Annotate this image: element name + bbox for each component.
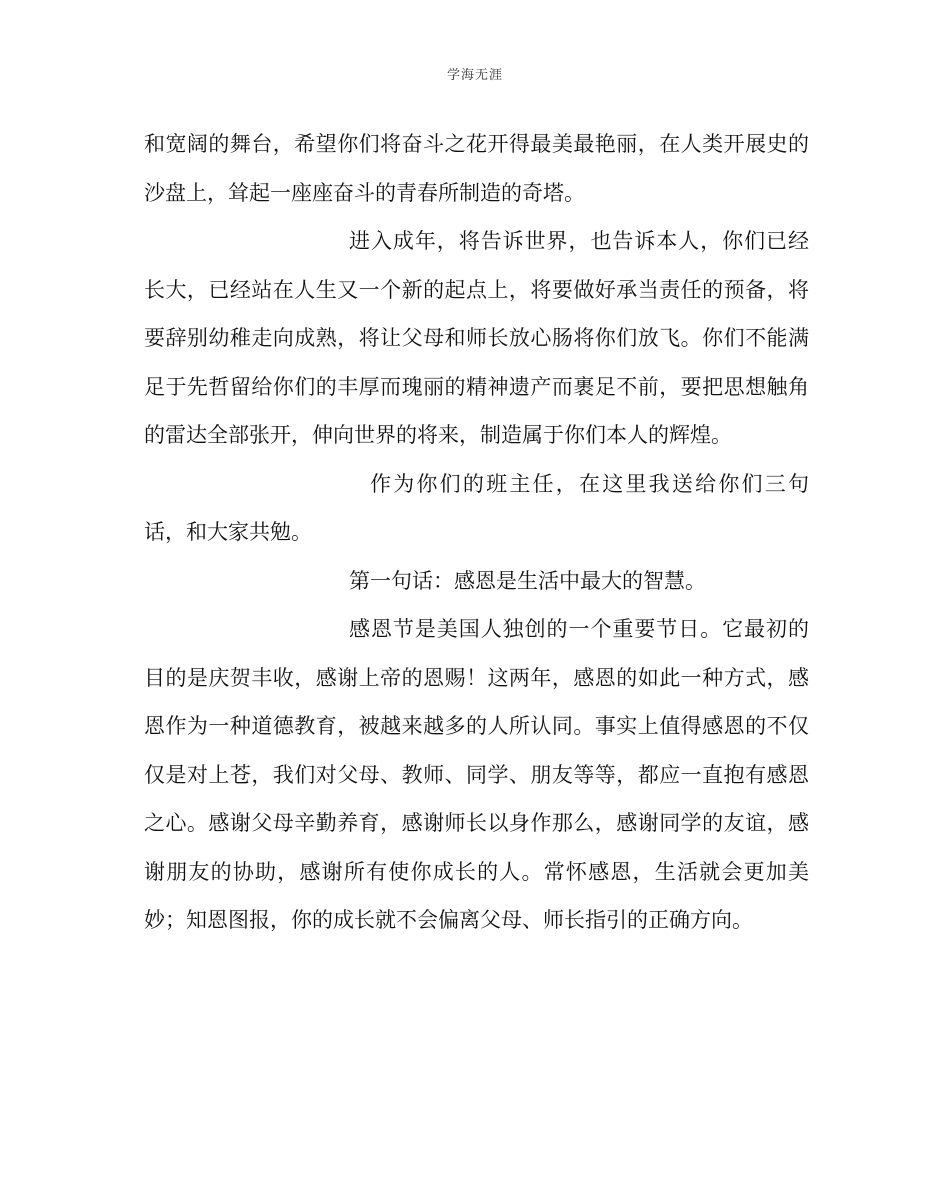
paragraph-three-sentences: 作为你们的班主任，在这里我送给你们三句话，和大家共勉。 <box>144 471 809 544</box>
paragraph-first-sentence-heading: 第一句话：感恩是生活中最大的智慧。 <box>349 568 706 593</box>
page-header: 学海无涯 <box>446 68 503 83</box>
paragraph-gratitude: 感恩节是美国人独创的一个重要节日。它最初的目的是庆贺丰收，感谢上帝的恩赐！这两年，感恩的如此一种方式，感恩作为一种道德教育，被越来越多的人所认同。事实上值得感恩的不仅仅是对上苍，我们对父母、教师、同学、朋友等等，都应一直抱有感恩之心。感谢父母辛勤养育，感谢师长以身作那么，感谢同学的友谊，感谢朋友的协助，感谢所有使你成长的人。常怀感恩，生活就会更加美妙；知恩图报，你的成长就不会偏离父母、师长指引的正确方向。 <box>144 617 809 932</box>
document-body <box>144 120 809 945</box>
paragraph-continuation: 和宽阔的舞台，希望你们将奋斗之花开得最美最艳丽，在人类开展史的沙盘上，耸起一座座奋斗的青春所制造的奇塔。 <box>144 132 809 205</box>
paragraph-adulthood: 进入成年，将告诉世界，也告诉本人，你们已经长大，已经站在人生又一个新的起点上，将要做好承当责任的预备，将要辞别幼稚走向成熟，将让父母和师长放心肠将你们放飞。你们不能满足于先哲留给你们的丰厚而瑰丽的精神遗产而裹足不前，要把思想触角的雷达全部张开，伸向世界的将来，制造属于你们本人的辉煌。 <box>144 229 809 447</box>
